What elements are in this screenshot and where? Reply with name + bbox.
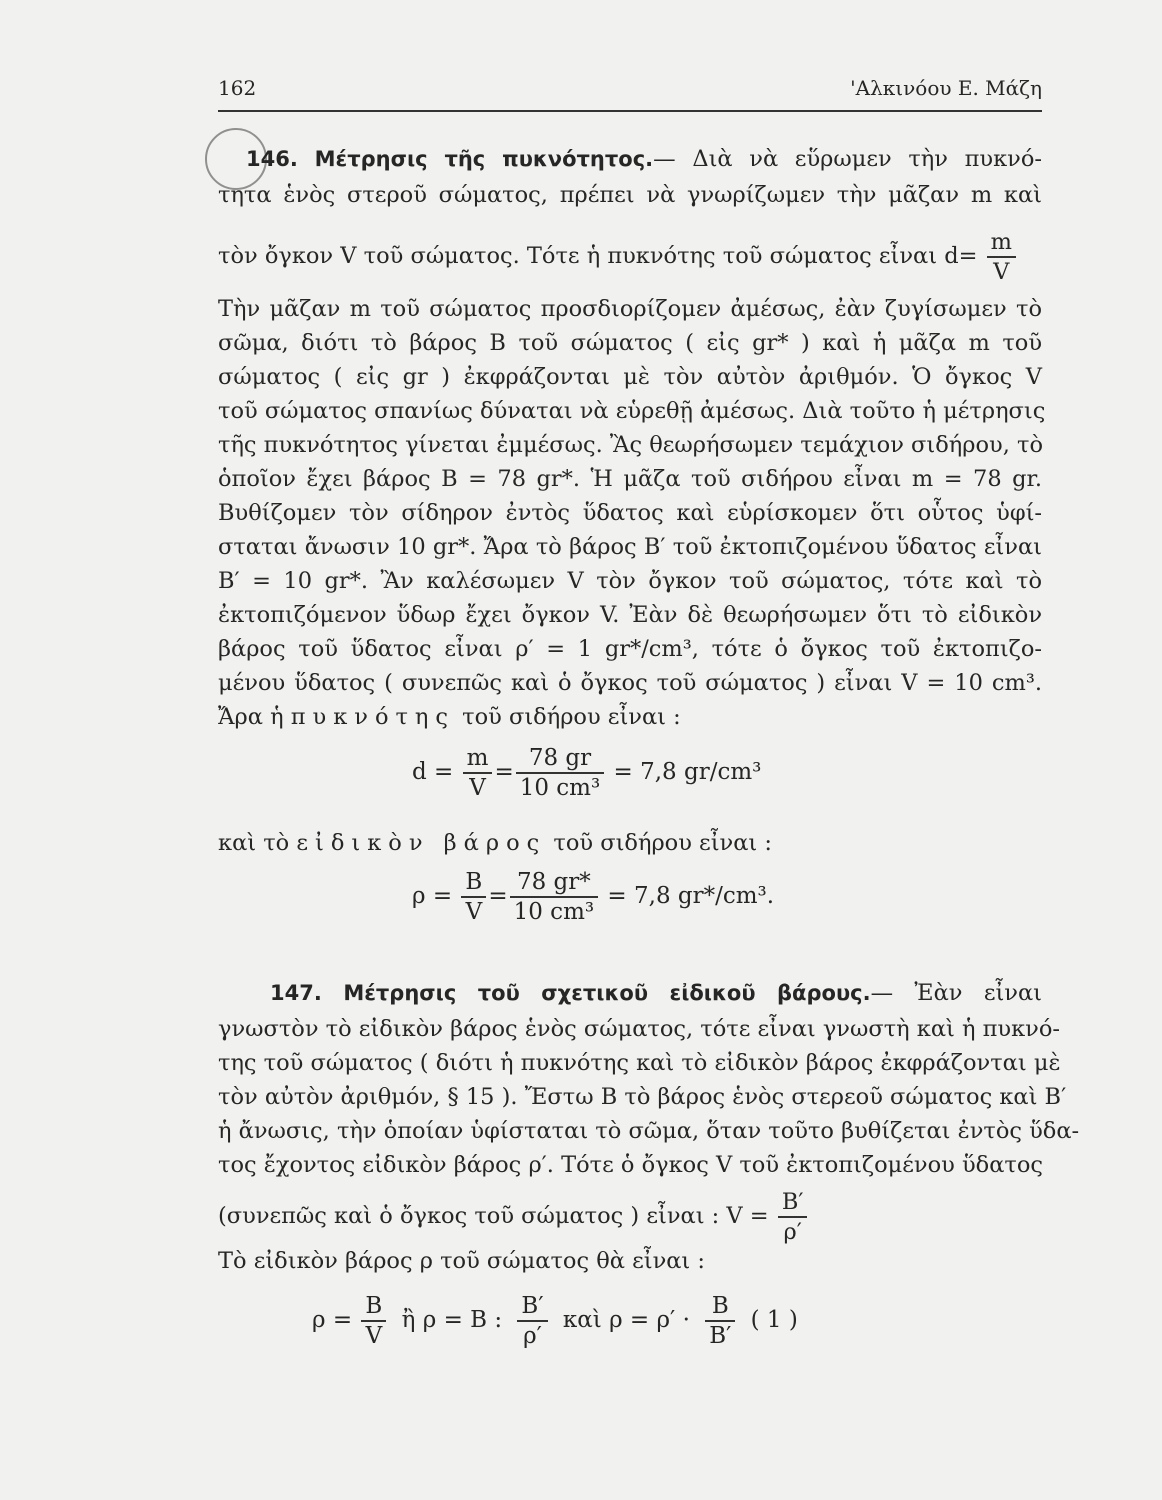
page-number: 162 [218,76,257,100]
volume-fraction: $\frac{B'}{\rho'}$ [778,1188,808,1246]
running-head-author: 'Αλκινόου Ε. Μάζη [850,76,1042,100]
equation-density: d = $\frac{m}{V}$ = $\frac{78 gr}{\text{10 cm³}}$ = 7,8 gr/cm³ [412,745,762,801]
sec146-line-16: Ἄρα ἡ πυκνότης τοῦ σιδήρου εἶναι : [218,704,681,730]
sec146-line-2: τητα ἑνὸς στεροῦ σώματος, πρέπει νὰ γνωρίζωμεν τὴν μᾶζαν m καὶ [218,182,1042,208]
sec146-title: 146. Μέτρησις τῆς πυκνότητος. [246,147,654,171]
sec147-line-3: της τοῦ σώματος ( διότι ἡ πυκνότης καὶ τὸ εἰδικὸν βάρος ἐκφράζονται μὲ [218,1050,1061,1076]
sec147-line-5: ἡ ἄνωσις, τὴν ὁποίαν ὑφίσταται τὸ σῶμα, ὅταν τοῦτο βυθίζεται ἐντὸς ὕδα- [218,1118,1080,1144]
sec146-line-3: τὸν ὄγκον V τοῦ σώματος. Τότε ἡ πυκνότης τοῦ σώματος εἶναι d= $\frac{m}{V}$ [218,228,1042,286]
sec146-line-10: Βυθίζομεν τὸν σίδηρον ἐντὸς ὕδατος καὶ εὑρίσκομεν ὅτι οὗτος ὑφί- [218,500,1042,526]
sec146-line-9: ὁποῖον ἔχει βάρος B = 78 gr*. Ἡ μᾶζα τοῦ σιδήρου εἶναι m = 78 gr. [218,466,1042,492]
header-rule [218,110,1042,112]
sec146-line-8: τῆς πυκνότητος γίνεται ἐμμέσως. Ἂς θεωρήσωμεν τεμάχιον σιδήρου, τὸ [218,432,1043,458]
sec147-line-8: Τὸ εἰδικὸν βάρος ρ τοῦ σώματος θὰ εἶναι : [218,1248,705,1274]
equation-final-1: ρ = $\frac{B}{V}$ ἢ ρ = B : $\frac{B'}{\rho'}$ καὶ ρ = ρ′ · $\frac{B}{B'}$ ( 1 ) [312,1293,798,1349]
sec147-line-2: γνωστὸν τὸ εἰδικὸν βάρος ἑνὸς σώματος, τότε εἶναι γνωστὴ καὶ ἡ πυκνό- [218,1016,1060,1042]
sec147-title: 147. Μέτρησις τοῦ σχετικοῦ εἰδικοῦ βάρους. [270,981,871,1005]
sec146-line-13: ἐκτοπιζόμενον ὕδωρ ἔχει ὄγκον V. Ἐὰν δὲ θεωρήσωμεν ὅτι τὸ εἰδικὸν [218,602,1042,628]
spaced-term-specific-weight: εἰδικὸν βάρος [296,830,547,856]
sec147-line-7: (συνεπῶς καὶ ὁ ὄγκος τοῦ σώματος ) εἶναι : V = $\frac{B'}{\rho'}$ [218,1188,1042,1246]
equation-tag: ( 1 ) [750,1307,798,1333]
density-fraction: $\frac{m}{V}$ [987,228,1016,286]
sec146-line-15: μένου ὕδατος ( συνεπῶς καὶ ὁ ὄγκος τοῦ σώματος ) εἶναι V = 10 cm³. [218,670,1042,696]
sec146-line-7: τοῦ σώματος σπανίως δύναται νὰ εὑρεθῇ ἀμέσως. Διὰ τοῦτο ἡ μέτρησις [218,398,1046,424]
sec146-line-5: σῶμα, διότι τὸ βάρος B τοῦ σώματος ( εἰς gr* ) καὶ ἡ μᾶζα m τοῦ [218,330,1042,356]
sec146-line-1: 146. Μέτρησις τῆς πυκνότητος.— Διὰ νὰ εὕρωμεν τὴν πυκνό- [246,146,1042,172]
equation-specific-weight: ρ = $\frac{B}{V}$ = $\frac{78 gr*}{\text{10 cm³}}$ = 7,8 gr*/cm³. [412,869,775,925]
sec146-line-17: καὶ τὸ εἰδικὸν βάρος τοῦ σιδήρου εἶναι : [218,830,772,856]
sec146-line-11: σταται ἄνωσιν 10 gr*. Ἄρα τὸ βάρος B′ τοῦ ἐκτοπιζομένου ὕδατος εἶναι [218,534,1042,560]
sec146-line-12: B′ = 10 gr*. Ἂν καλέσωμεν V τὸν ὄγκον τοῦ σώματος, τότε καὶ τὸ [218,568,1042,594]
sec147-line-6: τος ἔχοντος εἰδικὸν βάρος ρ′. Τότε ὁ ὄγκος V τοῦ ἐκτοπιζομένου ὕδατος [218,1152,1043,1178]
sec146-line-4: Τὴν μᾶζαν m τοῦ σώματος προσδιορίζομεν ἀμέσως, ἐὰν ζυγίσωμεν τὸ [218,296,1042,322]
sec147-line-4: τὸν αὐτὸν ἀριθμόν, § 15 ). Ἔστω B τὸ βάρος ἑνὸς στερεοῦ σώματος καὶ B′ [218,1084,1067,1110]
sec146-line-14: βάρος τοῦ ὕδατος εἶναι ρ′ = 1 gr*/cm³, τότε ὁ ὄγκος τοῦ ἐκτοπιζο- [218,636,1042,662]
sec147-line-1: 147. Μέτρησις τοῦ σχετικοῦ εἰδικοῦ βάρους.— Ἐὰν εἶναι [270,980,1042,1006]
sec146-line-6: σώματος ( εἰς gr ) ἐκφράζονται μὲ τὸν αὐτὸν ἀριθμόν. Ὁ ὄγκος V [218,364,1042,390]
spaced-term-density: πυκνότης [290,704,456,730]
